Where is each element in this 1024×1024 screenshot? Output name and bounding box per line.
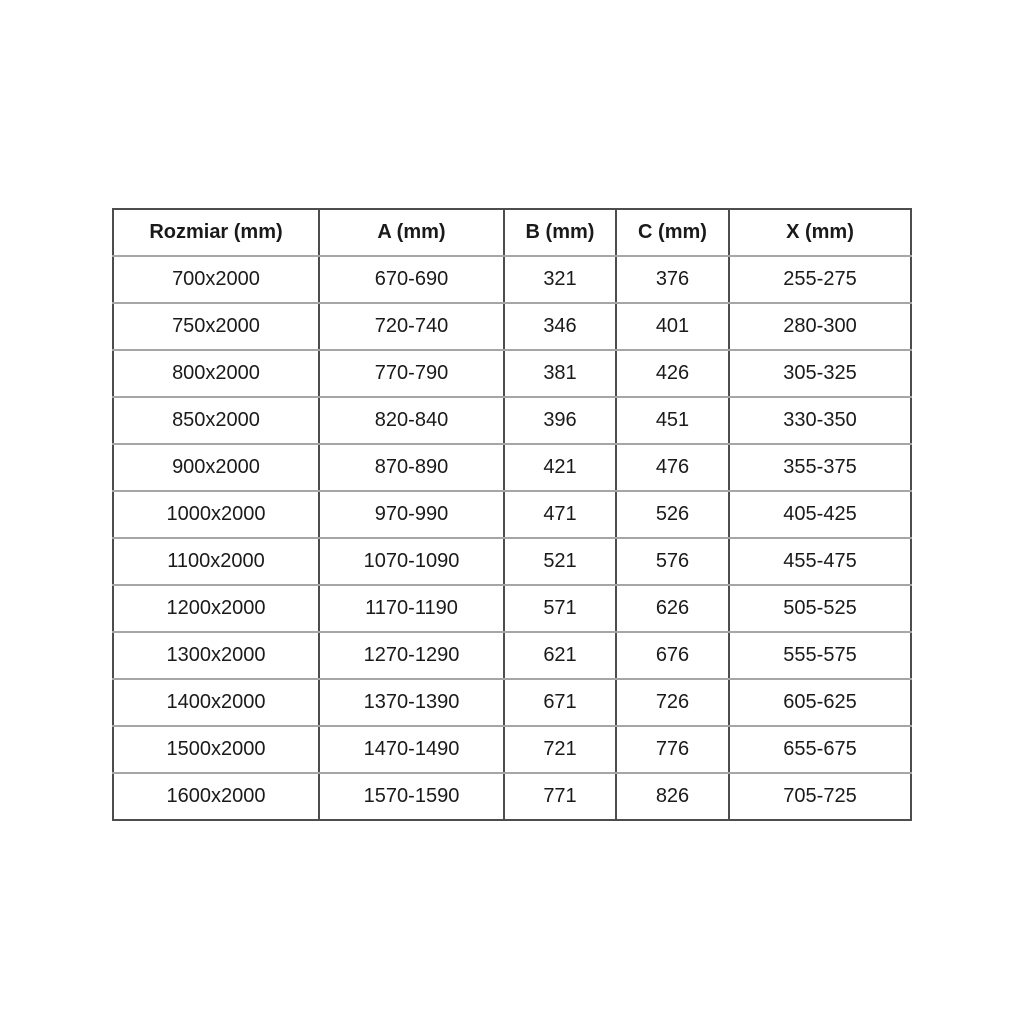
table-cell: 726 (616, 679, 729, 726)
table-cell: 721 (504, 726, 616, 773)
table-cell: 255-275 (729, 256, 911, 303)
header-row (113, 209, 911, 256)
table-cell: 1570-1590 (319, 773, 504, 820)
table-cell: 1470-1490 (319, 726, 504, 773)
table-row (113, 491, 911, 538)
table-cell: 1200x2000 (113, 585, 319, 632)
table-cell: 776 (616, 726, 729, 773)
table-cell: 1070-1090 (319, 538, 504, 585)
table-cell: 1370-1390 (319, 679, 504, 726)
table-row (113, 538, 911, 585)
table-cell: 1100x2000 (113, 538, 319, 585)
table-cell: 626 (616, 585, 729, 632)
table-cell: 1270-1290 (319, 632, 504, 679)
table-row (113, 256, 911, 303)
table-row (113, 350, 911, 397)
table-cell: 1500x2000 (113, 726, 319, 773)
size-table-header (113, 209, 911, 256)
table-cell: 396 (504, 397, 616, 444)
column-header-b: B (mm) (504, 209, 616, 256)
table-cell: 451 (616, 397, 729, 444)
column-header-x: X (mm) (729, 209, 911, 256)
table-row (113, 444, 911, 491)
size-table-container (112, 208, 912, 821)
table-cell: 401 (616, 303, 729, 350)
table-cell: 576 (616, 538, 729, 585)
table-cell: 621 (504, 632, 616, 679)
table-cell: 571 (504, 585, 616, 632)
table-row (113, 773, 911, 820)
table-cell: 705-725 (729, 773, 911, 820)
table-cell: 526 (616, 491, 729, 538)
table-cell: 555-575 (729, 632, 911, 679)
table-row (113, 632, 911, 679)
table-row (113, 679, 911, 726)
table-cell: 330-350 (729, 397, 911, 444)
table-row (113, 397, 911, 444)
table-cell: 970-990 (319, 491, 504, 538)
table-cell: 1400x2000 (113, 679, 319, 726)
table-cell: 346 (504, 303, 616, 350)
table-cell: 280-300 (729, 303, 911, 350)
table-cell: 1600x2000 (113, 773, 319, 820)
table-cell: 381 (504, 350, 616, 397)
table-cell: 655-675 (729, 726, 911, 773)
table-cell: 800x2000 (113, 350, 319, 397)
table-cell: 505-525 (729, 585, 911, 632)
table-cell: 376 (616, 256, 729, 303)
table-cell: 1170-1190 (319, 585, 504, 632)
size-table-body (113, 256, 911, 820)
table-cell: 676 (616, 632, 729, 679)
table-cell: 521 (504, 538, 616, 585)
table-cell: 426 (616, 350, 729, 397)
table-cell: 305-325 (729, 350, 911, 397)
table-cell: 750x2000 (113, 303, 319, 350)
table-row (113, 726, 911, 773)
table-cell: 321 (504, 256, 616, 303)
table-cell: 820-840 (319, 397, 504, 444)
table-cell: 671 (504, 679, 616, 726)
table-cell: 1300x2000 (113, 632, 319, 679)
table-cell: 770-790 (319, 350, 504, 397)
table-row (113, 303, 911, 350)
table-cell: 605-625 (729, 679, 911, 726)
table-cell: 476 (616, 444, 729, 491)
table-cell: 1000x2000 (113, 491, 319, 538)
table-cell: 471 (504, 491, 616, 538)
table-cell: 870-890 (319, 444, 504, 491)
table-cell: 900x2000 (113, 444, 319, 491)
column-header-c: C (mm) (616, 209, 729, 256)
table-cell: 700x2000 (113, 256, 319, 303)
table-cell: 670-690 (319, 256, 504, 303)
table-row (113, 585, 911, 632)
table-cell: 421 (504, 444, 616, 491)
table-cell: 405-425 (729, 491, 911, 538)
column-header-rozmiar: Rozmiar (mm) (113, 209, 319, 256)
table-cell: 455-475 (729, 538, 911, 585)
table-cell: 826 (616, 773, 729, 820)
table-cell: 355-375 (729, 444, 911, 491)
table-cell: 771 (504, 773, 616, 820)
table-cell: 850x2000 (113, 397, 319, 444)
column-header-a: A (mm) (319, 209, 504, 256)
table-cell: 720-740 (319, 303, 504, 350)
size-table (112, 208, 912, 821)
